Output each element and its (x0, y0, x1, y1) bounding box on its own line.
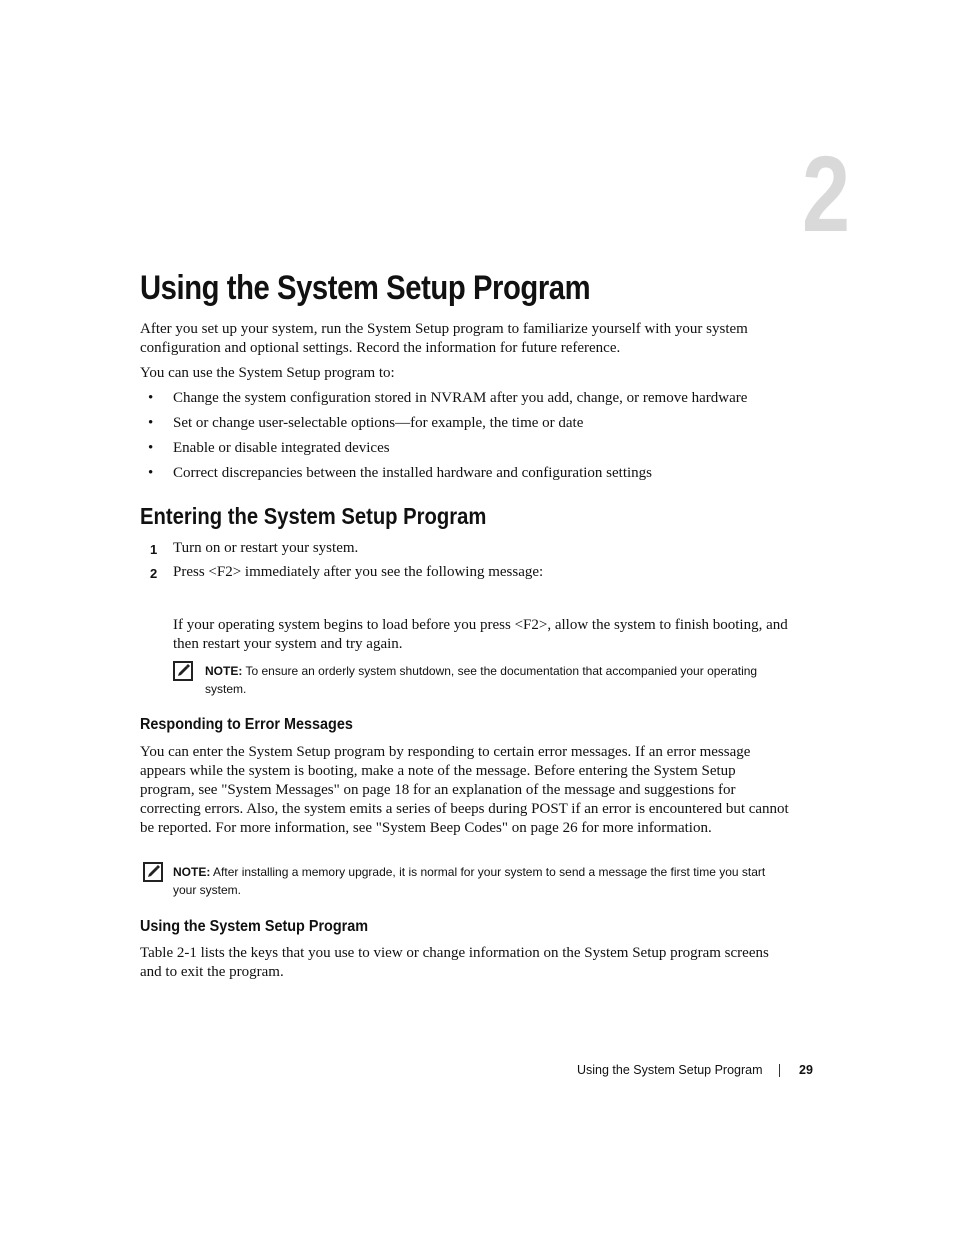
subheading-error-messages: Responding to Error Messages (140, 716, 353, 733)
page-title: Using the System Setup Program (140, 269, 591, 307)
using-program-paragraph: Table 2-1 lists the keys that you use to view or change information on the System Setup program screens and to exit the program. (140, 945, 769, 980)
bullet-text: Set or change user-selectable options—for example, the time or date (173, 415, 584, 431)
step-number: 1 (150, 542, 158, 557)
note-shutdown (205, 662, 790, 698)
footer-title: Using the System Setup Program (577, 1063, 763, 1077)
chapter-number: 2 (801, 133, 850, 254)
bullet-text: Enable or disable integrated devices (173, 440, 390, 456)
note-label: NOTE: (205, 664, 243, 678)
step-text: Turn on or restart your system. (173, 540, 359, 556)
section-heading-entering: Entering the System Setup Program (140, 503, 487, 529)
note-pencil-icon (173, 661, 193, 681)
subheading-using-program: Using the System Setup Program (140, 918, 369, 935)
note-memory-upgrade (173, 863, 773, 899)
bullet-marker: • (148, 415, 154, 431)
error-messages-paragraph: You can enter the System Setup program by responding to certain error messages. If an error message appears while the system is booting, make a note of the message. Before entering the System Setup program, see "System Messages" on page 18 for an explanation of the message and suggestions for correcting errors. Also, the system emits a series of beeps during POST if an error is encountered but cannot be reported. For more information, see "System Beep Codes" on page 26 for more information. (140, 744, 789, 836)
bullet-text: Change the system configuration stored in NVRAM after you add, change, or remove hardware (173, 390, 748, 406)
note-text: After installing a memory upgrade, it is normal for your system to send a message the first time you start your system. (173, 865, 766, 897)
intro-paragraph: After you set up your system, run the System Setup program to familiarize yourself with your system configuration and optional settings. Record the information for future reference. (140, 321, 748, 356)
bullet-text: Correct discrepancies between the installed hardware and configuration settings (173, 465, 652, 481)
step-text: Press <F2> immediately after you see the following message: (173, 564, 544, 580)
step-number: 2 (150, 566, 158, 581)
bullet-marker: • (148, 465, 154, 481)
bullet-marker: • (148, 390, 154, 406)
intro-lead-in: You can use the System Setup program to: (140, 365, 395, 381)
footer-divider (779, 1064, 780, 1077)
note-label: NOTE: (173, 865, 211, 879)
note-text: To ensure an orderly system shutdown, see the documentation that accompanied your operating system. (205, 664, 758, 696)
note-pencil-icon (143, 862, 163, 882)
bullet-marker: • (148, 440, 154, 456)
boot-followup-paragraph: If your operating system begins to load before you press <F2>, allow the system to finish booting, and then restart your system and try again. (173, 617, 788, 652)
page-number: 29 (799, 1063, 813, 1077)
